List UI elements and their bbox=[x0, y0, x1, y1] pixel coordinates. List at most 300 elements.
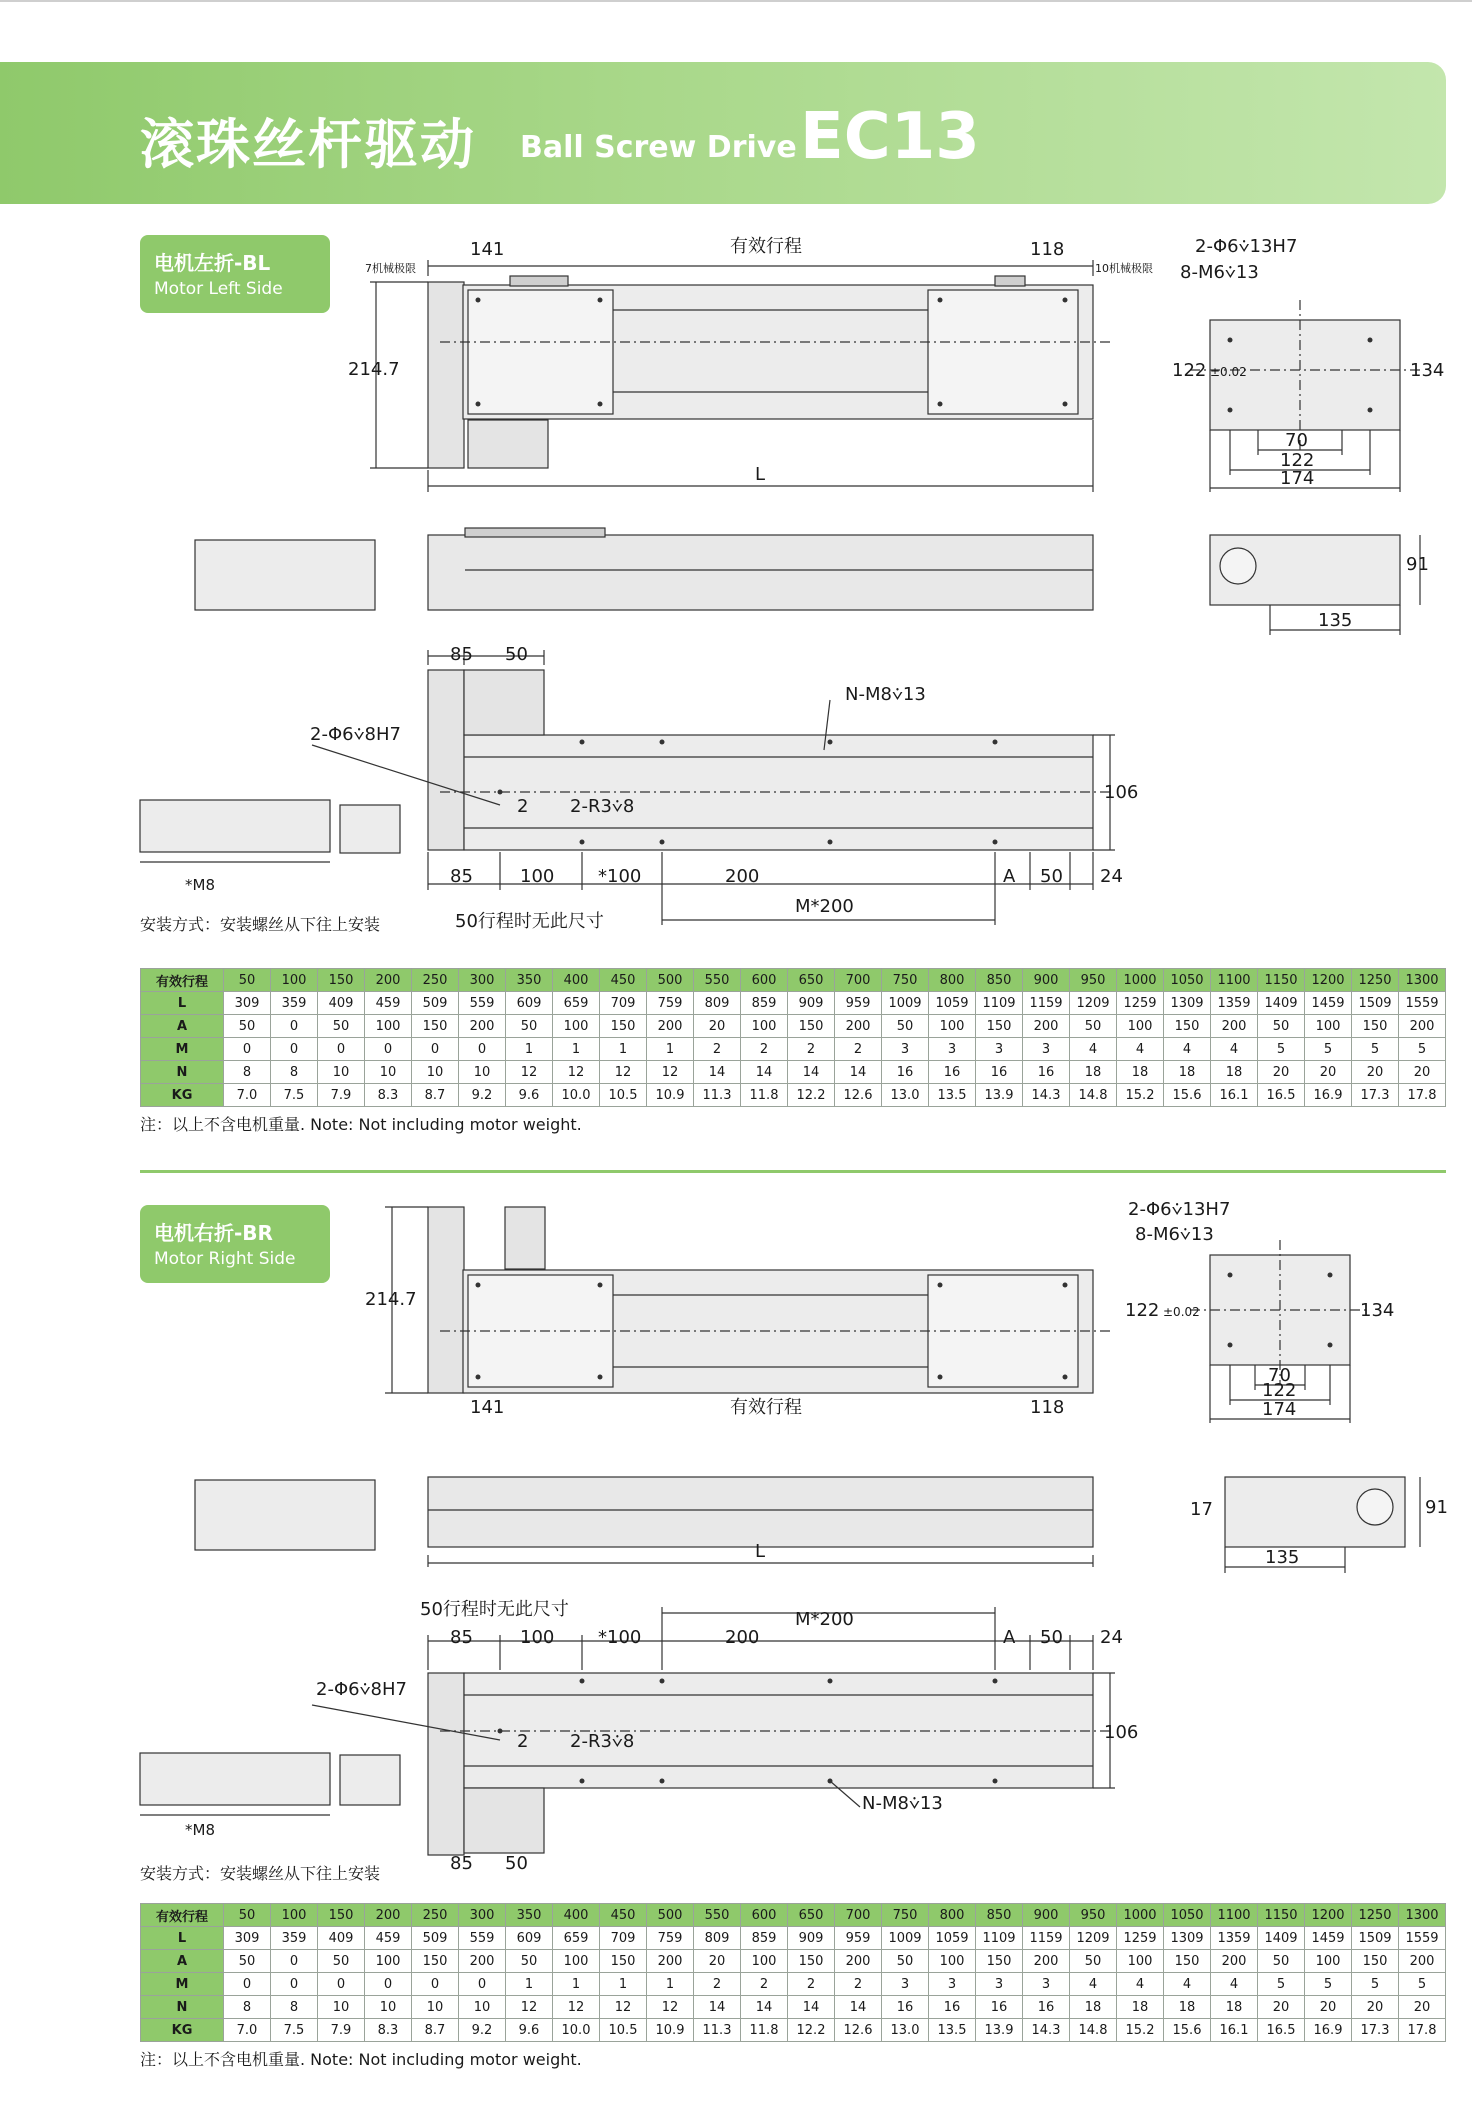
table-cell: 8.7 bbox=[412, 2019, 459, 2042]
table-header-cell: 950 bbox=[1070, 1904, 1117, 1927]
page-banner bbox=[0, 62, 1446, 204]
table-cell: 0 bbox=[224, 1038, 271, 1061]
dim-70: 70 bbox=[1268, 1365, 1291, 1386]
dim-122b: 122 bbox=[1262, 1380, 1297, 1401]
table-cell: 2 bbox=[835, 1973, 882, 1996]
table-cell: 1309 bbox=[1164, 1927, 1211, 1950]
table-cell: 100 bbox=[1305, 1950, 1352, 1973]
table-cell: 13.5 bbox=[929, 2019, 976, 2042]
table-cell: 100 bbox=[741, 1950, 788, 1973]
table-cell: 50 bbox=[224, 1015, 271, 1038]
table-cell: 4 bbox=[1164, 1973, 1211, 1996]
dim-100: 100 bbox=[520, 1627, 555, 1648]
table-cell: 2 bbox=[788, 1038, 835, 1061]
table-header-cell: 1250 bbox=[1352, 1904, 1399, 1927]
table-row-label: KG bbox=[141, 1084, 224, 1107]
dim-tol: ±0.02 bbox=[1210, 365, 1247, 379]
table-cell: 150 bbox=[788, 1015, 835, 1038]
motor-side-view bbox=[195, 540, 375, 610]
table-header-label: 有效行程 bbox=[141, 969, 224, 992]
table-cell: 1509 bbox=[1352, 1927, 1399, 1950]
table-cell: 2 bbox=[741, 1038, 788, 1061]
table-cell: 8 bbox=[224, 1061, 271, 1084]
table-cell: 50 bbox=[882, 1015, 929, 1038]
table-cell: 200 bbox=[1211, 1015, 1258, 1038]
table-cell: 50 bbox=[224, 1950, 271, 1973]
table-cell: 1359 bbox=[1211, 992, 1258, 1015]
dim-17: 17 bbox=[1190, 1499, 1213, 1520]
table-cell: 16 bbox=[976, 1996, 1023, 2019]
table-cell: 409 bbox=[318, 1927, 365, 1950]
table-cell: 459 bbox=[365, 992, 412, 1015]
table-cell: 959 bbox=[835, 992, 882, 1015]
table-cell: 100 bbox=[929, 1015, 976, 1038]
table-cell: 3 bbox=[976, 1038, 1023, 1061]
table-header-cell: 50 bbox=[224, 969, 271, 992]
table-cell: 2 bbox=[694, 1973, 741, 1996]
table-cell: 559 bbox=[459, 992, 506, 1015]
table-header-cell: 550 bbox=[694, 969, 741, 992]
table-cell: 18 bbox=[1164, 1996, 1211, 2019]
table-cell: 1159 bbox=[1023, 1927, 1070, 1950]
table-cell: 200 bbox=[459, 1950, 506, 1973]
dim-L: L bbox=[755, 464, 766, 485]
table-cell: 50 bbox=[1070, 1015, 1117, 1038]
table-cell: 12 bbox=[553, 1061, 600, 1084]
table-cell: 20 bbox=[1305, 1996, 1352, 2019]
table-cell: 200 bbox=[1399, 1015, 1446, 1038]
table-cell: 1 bbox=[647, 1973, 694, 1996]
table-row bbox=[141, 1015, 1446, 1038]
dim-2: 2 bbox=[517, 796, 529, 817]
table-cell: 150 bbox=[788, 1950, 835, 1973]
table-header-cell: 200 bbox=[365, 1904, 412, 1927]
table-cell: 150 bbox=[1164, 1015, 1211, 1038]
table-header-cell: 650 bbox=[788, 969, 835, 992]
tag-en: Motor Left Side bbox=[154, 279, 283, 299]
table-cell: 14 bbox=[835, 1996, 882, 2019]
table-cell: 20 bbox=[1305, 1061, 1352, 1084]
table-header-cell: 500 bbox=[647, 1904, 694, 1927]
table-cell: 0 bbox=[365, 1038, 412, 1061]
table-cell: 17.8 bbox=[1399, 1084, 1446, 1107]
dim-24: 24 bbox=[1100, 1627, 1123, 1648]
table-cell: 150 bbox=[1352, 1015, 1399, 1038]
table-cell: 150 bbox=[976, 1950, 1023, 1973]
table-cell: 12 bbox=[506, 1996, 553, 2019]
table-cell: 50 bbox=[318, 1950, 365, 1973]
table-header-cell: 800 bbox=[929, 969, 976, 992]
dim-m200: M*200 bbox=[795, 896, 854, 917]
table-cell: 14.3 bbox=[1023, 1084, 1070, 1107]
table-cell: 200 bbox=[459, 1015, 506, 1038]
table-cell: 7.0 bbox=[224, 2019, 271, 2042]
model-code: EC13 bbox=[800, 100, 980, 174]
table-cell: 359 bbox=[271, 992, 318, 1015]
dim-122: 122 bbox=[1172, 360, 1207, 381]
table-cell: 4 bbox=[1117, 1973, 1164, 1996]
dim-85-bottom: 85 bbox=[450, 866, 473, 887]
table-header-cell: 650 bbox=[788, 1904, 835, 1927]
table-cell: 7.0 bbox=[224, 1084, 271, 1107]
table-header-cell: 1000 bbox=[1117, 969, 1164, 992]
table-cell: 150 bbox=[600, 1015, 647, 1038]
table-cell: 509 bbox=[412, 992, 459, 1015]
table-cell: 14 bbox=[741, 1996, 788, 2019]
table-header-cell: 1300 bbox=[1399, 1904, 1446, 1927]
dim-174: 174 bbox=[1280, 468, 1315, 489]
table-cell: 16.1 bbox=[1211, 2019, 1258, 2042]
table-cell: 16.5 bbox=[1258, 2019, 1305, 2042]
table-cell: 13.9 bbox=[976, 2019, 1023, 2042]
dim-50-top: 50 bbox=[505, 644, 528, 665]
table-header-cell: 300 bbox=[459, 1904, 506, 1927]
table-header-cell: 550 bbox=[694, 1904, 741, 1927]
table-cell: 1409 bbox=[1258, 1927, 1305, 1950]
dim-star100: *100 bbox=[598, 1627, 642, 1648]
dim-pin: 2-Φ6⩒8H7 bbox=[316, 1679, 407, 1700]
table-header-cell: 150 bbox=[318, 1904, 365, 1927]
table-cell: 1159 bbox=[1023, 992, 1070, 1015]
table-cell: 0 bbox=[459, 1973, 506, 1996]
table-cell: 20 bbox=[694, 1950, 741, 1973]
dim-214: 214.7 bbox=[365, 1289, 417, 1310]
table-cell: 18 bbox=[1117, 1996, 1164, 2019]
table-cell: 50 bbox=[1258, 1950, 1305, 1973]
table-cell: 7.5 bbox=[271, 2019, 318, 2042]
table-cell: 659 bbox=[553, 1927, 600, 1950]
table-cell: 1209 bbox=[1070, 1927, 1117, 1950]
table-header-label: 有效行程 bbox=[141, 1904, 224, 1927]
table-header-cell: 400 bbox=[553, 969, 600, 992]
table-header-cell: 1150 bbox=[1258, 969, 1305, 992]
table-cell: 2 bbox=[788, 1973, 835, 1996]
table-cell: 1 bbox=[600, 1973, 647, 1996]
table-cell: 909 bbox=[788, 1927, 835, 1950]
table-cell: 50 bbox=[318, 1015, 365, 1038]
table-cell: 14 bbox=[788, 1996, 835, 2019]
table-cell: 0 bbox=[271, 1950, 318, 1973]
table-header-cell: 850 bbox=[976, 969, 1023, 992]
actuator-side-view bbox=[428, 535, 1093, 610]
table-header-cell: 450 bbox=[600, 969, 647, 992]
table-cell: 10.9 bbox=[647, 2019, 694, 2042]
table-cell: 100 bbox=[365, 1950, 412, 1973]
dim-r3: 2-R3⩒8 bbox=[570, 1731, 635, 1752]
table-header-row bbox=[141, 1904, 1446, 1927]
table-cell: 12 bbox=[647, 1996, 694, 2019]
table-cell: 309 bbox=[224, 992, 271, 1015]
motor-bottom-view bbox=[428, 670, 464, 850]
table-cell: 16 bbox=[976, 1061, 1023, 1084]
table-cell: 16 bbox=[929, 1996, 976, 2019]
table-header-cell: 800 bbox=[929, 1904, 976, 1927]
table-cell: 20 bbox=[1352, 1996, 1399, 2019]
table-cell: 2 bbox=[741, 1973, 788, 1996]
install-method: 安装方式：安装螺丝从下往上安装 bbox=[140, 915, 381, 934]
dim-m8: *M8 bbox=[185, 1821, 215, 1839]
dim-50-bottom: 50 bbox=[505, 1853, 528, 1874]
table-header-cell: 750 bbox=[882, 1904, 929, 1927]
table-cell: 15.2 bbox=[1117, 1084, 1164, 1107]
table-cell: 11.3 bbox=[694, 2019, 741, 2042]
table-cell: 2 bbox=[835, 1038, 882, 1061]
table-cell: 1 bbox=[600, 1038, 647, 1061]
title-en: Ball Screw Drive bbox=[520, 130, 797, 165]
table-row bbox=[141, 1996, 1446, 2019]
table-cell: 5 bbox=[1258, 1038, 1305, 1061]
carriage bbox=[468, 290, 613, 414]
table-row-label: M bbox=[141, 1038, 224, 1061]
table-cell: 16 bbox=[1023, 1061, 1070, 1084]
table-cell: 17.3 bbox=[1352, 1084, 1399, 1107]
dim-85-bottom: 85 bbox=[450, 1853, 473, 1874]
table-cell: 1459 bbox=[1305, 1927, 1352, 1950]
table-cell: 14.8 bbox=[1070, 2019, 1117, 2042]
table-cell: 1559 bbox=[1399, 1927, 1446, 1950]
table-cell: 409 bbox=[318, 992, 365, 1015]
table-cell: 8.3 bbox=[365, 2019, 412, 2042]
dim-50-bottom: 50 bbox=[1040, 866, 1063, 887]
table-cell: 1359 bbox=[1211, 1927, 1258, 1950]
dim-hole1: 2-Φ6⩒13H7 bbox=[1195, 236, 1298, 257]
dim-m8: *M8 bbox=[185, 876, 215, 894]
table-cell: 14 bbox=[788, 1061, 835, 1084]
dim-hole1: 2-Φ6⩒13H7 bbox=[1128, 1199, 1231, 1220]
table-cell: 0 bbox=[318, 1973, 365, 1996]
table-cell: 609 bbox=[506, 1927, 553, 1950]
table-header-cell: 600 bbox=[741, 1904, 788, 1927]
table-cell: 10.5 bbox=[600, 1084, 647, 1107]
table-row bbox=[141, 2019, 1446, 2042]
title-cn: 滚珠丝杆驱动 bbox=[140, 113, 476, 176]
spec-table-right bbox=[140, 1903, 1446, 2042]
dim-106: 106 bbox=[1104, 1722, 1139, 1743]
dim-50-top: 50 bbox=[1040, 1627, 1063, 1648]
section-divider bbox=[140, 1170, 1446, 1173]
table-cell: 9.2 bbox=[459, 1084, 506, 1107]
table-cell: 150 bbox=[412, 1950, 459, 1973]
dim-135: 135 bbox=[1265, 1547, 1300, 1568]
table-cell: 20 bbox=[694, 1015, 741, 1038]
table-cell: 1259 bbox=[1117, 992, 1164, 1015]
table-row bbox=[141, 1084, 1446, 1107]
dim-100: 100 bbox=[520, 866, 555, 887]
dim-91: 91 bbox=[1406, 554, 1429, 575]
table-cell: 16.1 bbox=[1211, 1084, 1258, 1107]
table-cell: 0 bbox=[318, 1038, 365, 1061]
table-cell: 759 bbox=[647, 1927, 694, 1950]
dim-214: 214.7 bbox=[348, 359, 400, 380]
table-cell: 150 bbox=[1352, 1950, 1399, 1973]
table-cell: 309 bbox=[224, 1927, 271, 1950]
table-header-cell: 600 bbox=[741, 969, 788, 992]
table-cell: 16 bbox=[882, 1061, 929, 1084]
table-cell: 5 bbox=[1352, 1038, 1399, 1061]
table-cell: 150 bbox=[600, 1950, 647, 1973]
table-cell: 14.8 bbox=[1070, 1084, 1117, 1107]
table-cell: 0 bbox=[271, 1973, 318, 1996]
dim-r3: 2-R3⩒8 bbox=[570, 796, 635, 817]
table-cell: 12.6 bbox=[835, 2019, 882, 2042]
dim-nm8: N-M8⩒13 bbox=[845, 684, 926, 705]
table-cell: 18 bbox=[1211, 1996, 1258, 2019]
table-cell: 11.8 bbox=[741, 1084, 788, 1107]
table-cell: 12 bbox=[553, 1996, 600, 2019]
table-cell: 200 bbox=[1023, 1950, 1070, 1973]
install-method: 安装方式：安装螺丝从下往上安装 bbox=[140, 1864, 381, 1883]
top-rule bbox=[0, 0, 1472, 2]
table-cell: 709 bbox=[600, 992, 647, 1015]
table-cell: 0 bbox=[271, 1038, 318, 1061]
table-cell: 7.9 bbox=[318, 1084, 365, 1107]
dim-no50: 50行程时无此尺寸 bbox=[455, 911, 604, 932]
table-cell: 1 bbox=[553, 1038, 600, 1061]
dim-141: 141 bbox=[470, 239, 505, 260]
table-header-cell: 200 bbox=[365, 969, 412, 992]
table-cell: 909 bbox=[788, 992, 835, 1015]
table-cell: 5 bbox=[1305, 1038, 1352, 1061]
table-cell: 859 bbox=[741, 1927, 788, 1950]
table-cell: 12.2 bbox=[788, 1084, 835, 1107]
dim-85-top: 85 bbox=[450, 644, 473, 665]
table-cell: 4 bbox=[1211, 1973, 1258, 1996]
table-cell: 5 bbox=[1352, 1973, 1399, 1996]
table-header-cell: 300 bbox=[459, 969, 506, 992]
table-cell: 7.5 bbox=[271, 1084, 318, 1107]
dim-106: 106 bbox=[1104, 782, 1139, 803]
table-cell: 16 bbox=[929, 1061, 976, 1084]
table-cell: 1209 bbox=[1070, 992, 1117, 1015]
table-cell: 8 bbox=[271, 1996, 318, 2019]
table-cell: 200 bbox=[1023, 1015, 1070, 1038]
table-cell: 10 bbox=[412, 1996, 459, 2019]
table-header-cell: 250 bbox=[412, 969, 459, 992]
tag-cn: 电机右折-BR bbox=[154, 1221, 273, 1245]
table-cell: 50 bbox=[506, 1950, 553, 1973]
table-header-cell: 750 bbox=[882, 969, 929, 992]
drawing-motor-left bbox=[0, 230, 1472, 950]
table-cell: 3 bbox=[929, 1038, 976, 1061]
table-header-cell: 1200 bbox=[1305, 969, 1352, 992]
table-cell: 13.0 bbox=[882, 1084, 929, 1107]
table-row bbox=[141, 992, 1446, 1015]
table-cell: 1559 bbox=[1399, 992, 1446, 1015]
table-cell: 13.0 bbox=[882, 2019, 929, 2042]
table-row bbox=[141, 1038, 1446, 1061]
table-header-cell: 1000 bbox=[1117, 1904, 1164, 1927]
table-cell: 15.2 bbox=[1117, 2019, 1164, 2042]
table-cell: 100 bbox=[553, 1950, 600, 1973]
dim-70: 70 bbox=[1285, 430, 1308, 451]
section-motor-right bbox=[0, 1195, 1472, 2095]
table-row-label: M bbox=[141, 1973, 224, 1996]
table-cell: 1109 bbox=[976, 1927, 1023, 1950]
table-cell: 18 bbox=[1070, 1996, 1117, 2019]
dim-L: L bbox=[755, 1541, 766, 1562]
table-cell: 8.7 bbox=[412, 1084, 459, 1107]
table-cell: 0 bbox=[271, 1015, 318, 1038]
table-cell: 100 bbox=[1305, 1015, 1352, 1038]
table-cell: 15.6 bbox=[1164, 2019, 1211, 2042]
table-cell: 1 bbox=[506, 1973, 553, 1996]
table-header-cell: 50 bbox=[224, 1904, 271, 1927]
dim-A: A bbox=[1003, 866, 1016, 887]
table-cell: 3 bbox=[882, 1973, 929, 1996]
table-cell: 4 bbox=[1211, 1038, 1258, 1061]
dim-nm8: N-M8⩒13 bbox=[862, 1793, 943, 1814]
table-cell: 1009 bbox=[882, 1927, 929, 1950]
table-cell: 4 bbox=[1070, 1038, 1117, 1061]
table-header-cell: 900 bbox=[1023, 1904, 1070, 1927]
tag-en: Motor Right Side bbox=[154, 1249, 296, 1269]
dim-hole2: 8-M6⩒13 bbox=[1180, 262, 1259, 283]
dim-118: 118 bbox=[1030, 239, 1065, 260]
table-cell: 1259 bbox=[1117, 1927, 1164, 1950]
table-cell: 1059 bbox=[929, 1927, 976, 1950]
table-row bbox=[141, 1061, 1446, 1084]
table-header-cell: 900 bbox=[1023, 969, 1070, 992]
dim-tol: ±0.02 bbox=[1163, 1305, 1200, 1319]
table-row-label: A bbox=[141, 1015, 224, 1038]
table-cell: 1309 bbox=[1164, 992, 1211, 1015]
table-cell: 150 bbox=[412, 1015, 459, 1038]
table-header-cell: 1050 bbox=[1164, 1904, 1211, 1927]
table-cell: 709 bbox=[600, 1927, 647, 1950]
table-cell: 100 bbox=[553, 1015, 600, 1038]
table-cell: 200 bbox=[835, 1950, 882, 1973]
dim-m200: M*200 bbox=[795, 1609, 854, 1630]
table-cell: 0 bbox=[412, 1973, 459, 1996]
section-motor-left bbox=[0, 230, 1472, 1150]
table-header-cell: 500 bbox=[647, 969, 694, 992]
dim-pin: 2-Φ6⩒8H7 bbox=[310, 724, 401, 745]
table-cell: 9.2 bbox=[459, 2019, 506, 2042]
table-cell: 9.6 bbox=[506, 1084, 553, 1107]
table-cell: 859 bbox=[741, 992, 788, 1015]
table-cell: 200 bbox=[1211, 1950, 1258, 1973]
table-cell: 5 bbox=[1399, 1038, 1446, 1061]
table-cell: 10.5 bbox=[600, 2019, 647, 2042]
table-header-row bbox=[141, 969, 1446, 992]
tag-cn: 电机左折-BL bbox=[154, 251, 271, 275]
dim-24: 24 bbox=[1100, 866, 1123, 887]
table-cell: 4 bbox=[1164, 1038, 1211, 1061]
table-cell: 5 bbox=[1305, 1973, 1352, 1996]
weight-note: 注：以上不含电机重量. Note: Not including motor weight. bbox=[140, 2050, 582, 2069]
table-cell: 18 bbox=[1211, 1061, 1258, 1084]
table-cell: 50 bbox=[882, 1950, 929, 1973]
table-cell: 100 bbox=[1117, 1015, 1164, 1038]
table-cell: 3 bbox=[882, 1038, 929, 1061]
table-cell: 100 bbox=[365, 1015, 412, 1038]
actuator-bottom-view bbox=[464, 735, 1093, 850]
table-cell: 1409 bbox=[1258, 992, 1305, 1015]
table-cell: 659 bbox=[553, 992, 600, 1015]
table-cell: 3 bbox=[976, 1973, 1023, 1996]
table-header-cell: 850 bbox=[976, 1904, 1023, 1927]
table-header-cell: 1100 bbox=[1211, 969, 1258, 992]
table-cell: 20 bbox=[1399, 1996, 1446, 2019]
table-row-label: L bbox=[141, 992, 224, 1015]
table-cell: 18 bbox=[1117, 1061, 1164, 1084]
dim-141: 141 bbox=[470, 1397, 505, 1418]
table-row bbox=[141, 1973, 1446, 1996]
dim-85-top: 85 bbox=[450, 1627, 473, 1648]
dim-stroke: 有效行程 bbox=[730, 1397, 802, 1418]
drawing-motor-right bbox=[0, 1195, 1472, 1895]
table-cell: 1 bbox=[506, 1038, 553, 1061]
